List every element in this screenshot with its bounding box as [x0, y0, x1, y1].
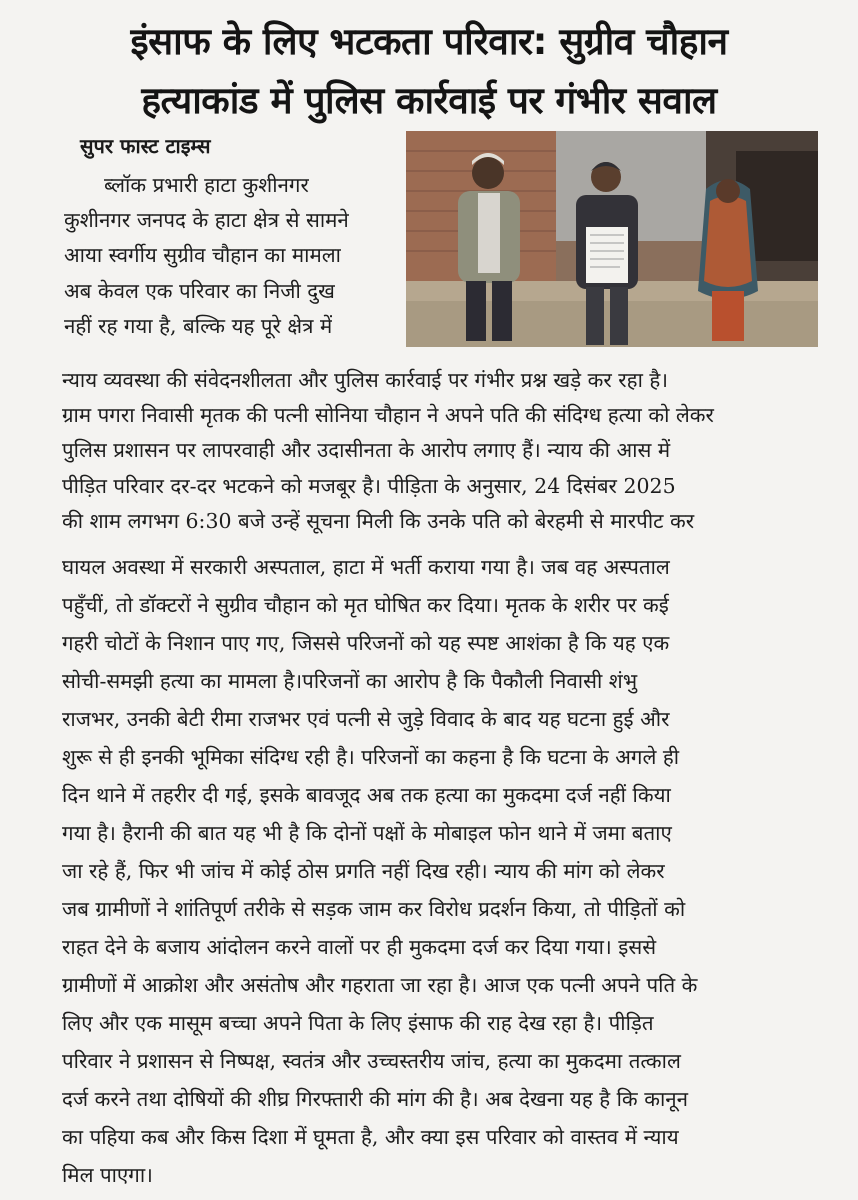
body-line: परिवार ने प्रशासन से निष्पक्ष, स्वतंत्र और उच्चस्तरीय जांच, हत्या का मुकदमा तत्काल [62, 1049, 681, 1073]
body-line: जब ग्रामीणों ने शांतिपूर्ण तरीके से सड़क जाम कर विरोध प्रदर्शन किया, तो पीड़ितों को [62, 897, 686, 921]
body-line: लिए और एक मासूम बच्चा अपने पिता के लिए इंसाफ की राह देख रहा है। पीड़ित [62, 1011, 654, 1035]
body-line: दिन थाने में तहरीर दी गई, इसके बावजूद अब तक हत्या का मुकदमा दर्ज नहीं किया [62, 783, 671, 807]
body-line: जा रहे हैं, फिर भी जांच में कोई ठोस प्रगति नहीं दिख रही। न्याय की मांग को लेकर [62, 859, 665, 883]
body-line: का पहिया कब और किस दिशा में घूमता है, और क्या इस परिवार को वास्तव में न्याय [62, 1125, 679, 1149]
headline-line-1: इंसाफ के लिए भटकता परिवार: सुग्रीव चौहान [130, 20, 728, 63]
body-line: पीड़ित परिवार दर-दर भटकने को मजबूर है। पीड़िता के अनुसार, 24 दिसंबर 2025 [62, 474, 676, 498]
headline-line-2: हत्याकांड में पुलिस कार्रवाई पर गंभीर सवाल [141, 79, 717, 122]
body-line: गहरी चोटों के निशान पाए गए, जिससे परिजनों को यह स्पष्ट आशंका है कि यह एक [62, 631, 670, 655]
body-line: न्याय व्यवस्था की संवेदनशीलता और पुलिस कार्रवाई पर गंभीर प्रश्न खड़े कर रहा है। [62, 368, 669, 392]
body-line: शुरू से ही इनकी भूमिका संदिग्ध रही है। परिजनों का कहना है कि घटना के अगले ही [62, 745, 680, 769]
byline: सुपर फास्ट टाइम्स [80, 134, 211, 158]
column-line: आया स्वर्गीय सुग्रीव चौहान का मामला [64, 243, 341, 267]
body-line: गया है। हैरानी की बात यह भी है कि दोनों पक्षों के मोबाइल फोन थाने में जमा बताए [62, 821, 672, 845]
column-line: कुशीनगर जनपद के हाटा क्षेत्र से सामने [64, 208, 349, 232]
body-line: राहत देने के बजाय आंदोलन करने वालों पर ही मुकदमा दर्ज कर दिया गया। इससे [62, 935, 657, 959]
body-line: ग्रामीणों में आक्रोश और असंतोष और गहराता जा रहा है। आज एक पत्नी अपने पति के [62, 973, 698, 997]
column-line: नहीं रह गया है, बल्कि यह पूरे क्षेत्र में [64, 314, 333, 338]
body-line: दर्ज करने तथा दोषियों की शीघ्र गिरफ्तारी की मांग की है। अब देखना यह है कि कानून [62, 1087, 689, 1111]
body-line: राजभर, उनकी बेटी रीमा राजभर एवं पत्नी से जुड़े विवाद के बाद यह घटना हुई और [62, 707, 670, 731]
body-line: की शाम लगभग 6:30 बजे उन्हें सूचना मिली कि उनके पति को बेरहमी से मारपीट कर [62, 509, 695, 533]
news-photo [406, 131, 818, 347]
body-line: पहुँचीं, तो डॉक्टरों ने सुग्रीव चौहान को मृत घोषित कर दिया। मृतक के शरीर पर कई [62, 593, 669, 617]
body-line: मिल पाएगा। [62, 1163, 153, 1187]
column-line: ब्लॉक प्रभारी हाटा कुशीनगर [104, 173, 309, 197]
body-line: पुलिस प्रशासन पर लापरवाही और उदासीनता के आरोप लगाए हैं। न्याय की आस में [62, 438, 671, 462]
body-line: ग्राम पगरा निवासी मृतक की पत्नी सोनिया चौहान ने अपने पति की संदिग्ध हत्या को लेकर [62, 403, 714, 427]
body-line: घायल अवस्था में सरकारी अस्पताल, हाटा में भर्ती कराया गया है। जब वह अस्पताल [62, 555, 670, 579]
column-line: अब केवल एक परिवार का निजी दुख [64, 279, 335, 303]
body-line: सोची-समझी हत्या का मामला है।परिजनों का आरोप है कि पैकौली निवासी शंभु [62, 669, 638, 693]
